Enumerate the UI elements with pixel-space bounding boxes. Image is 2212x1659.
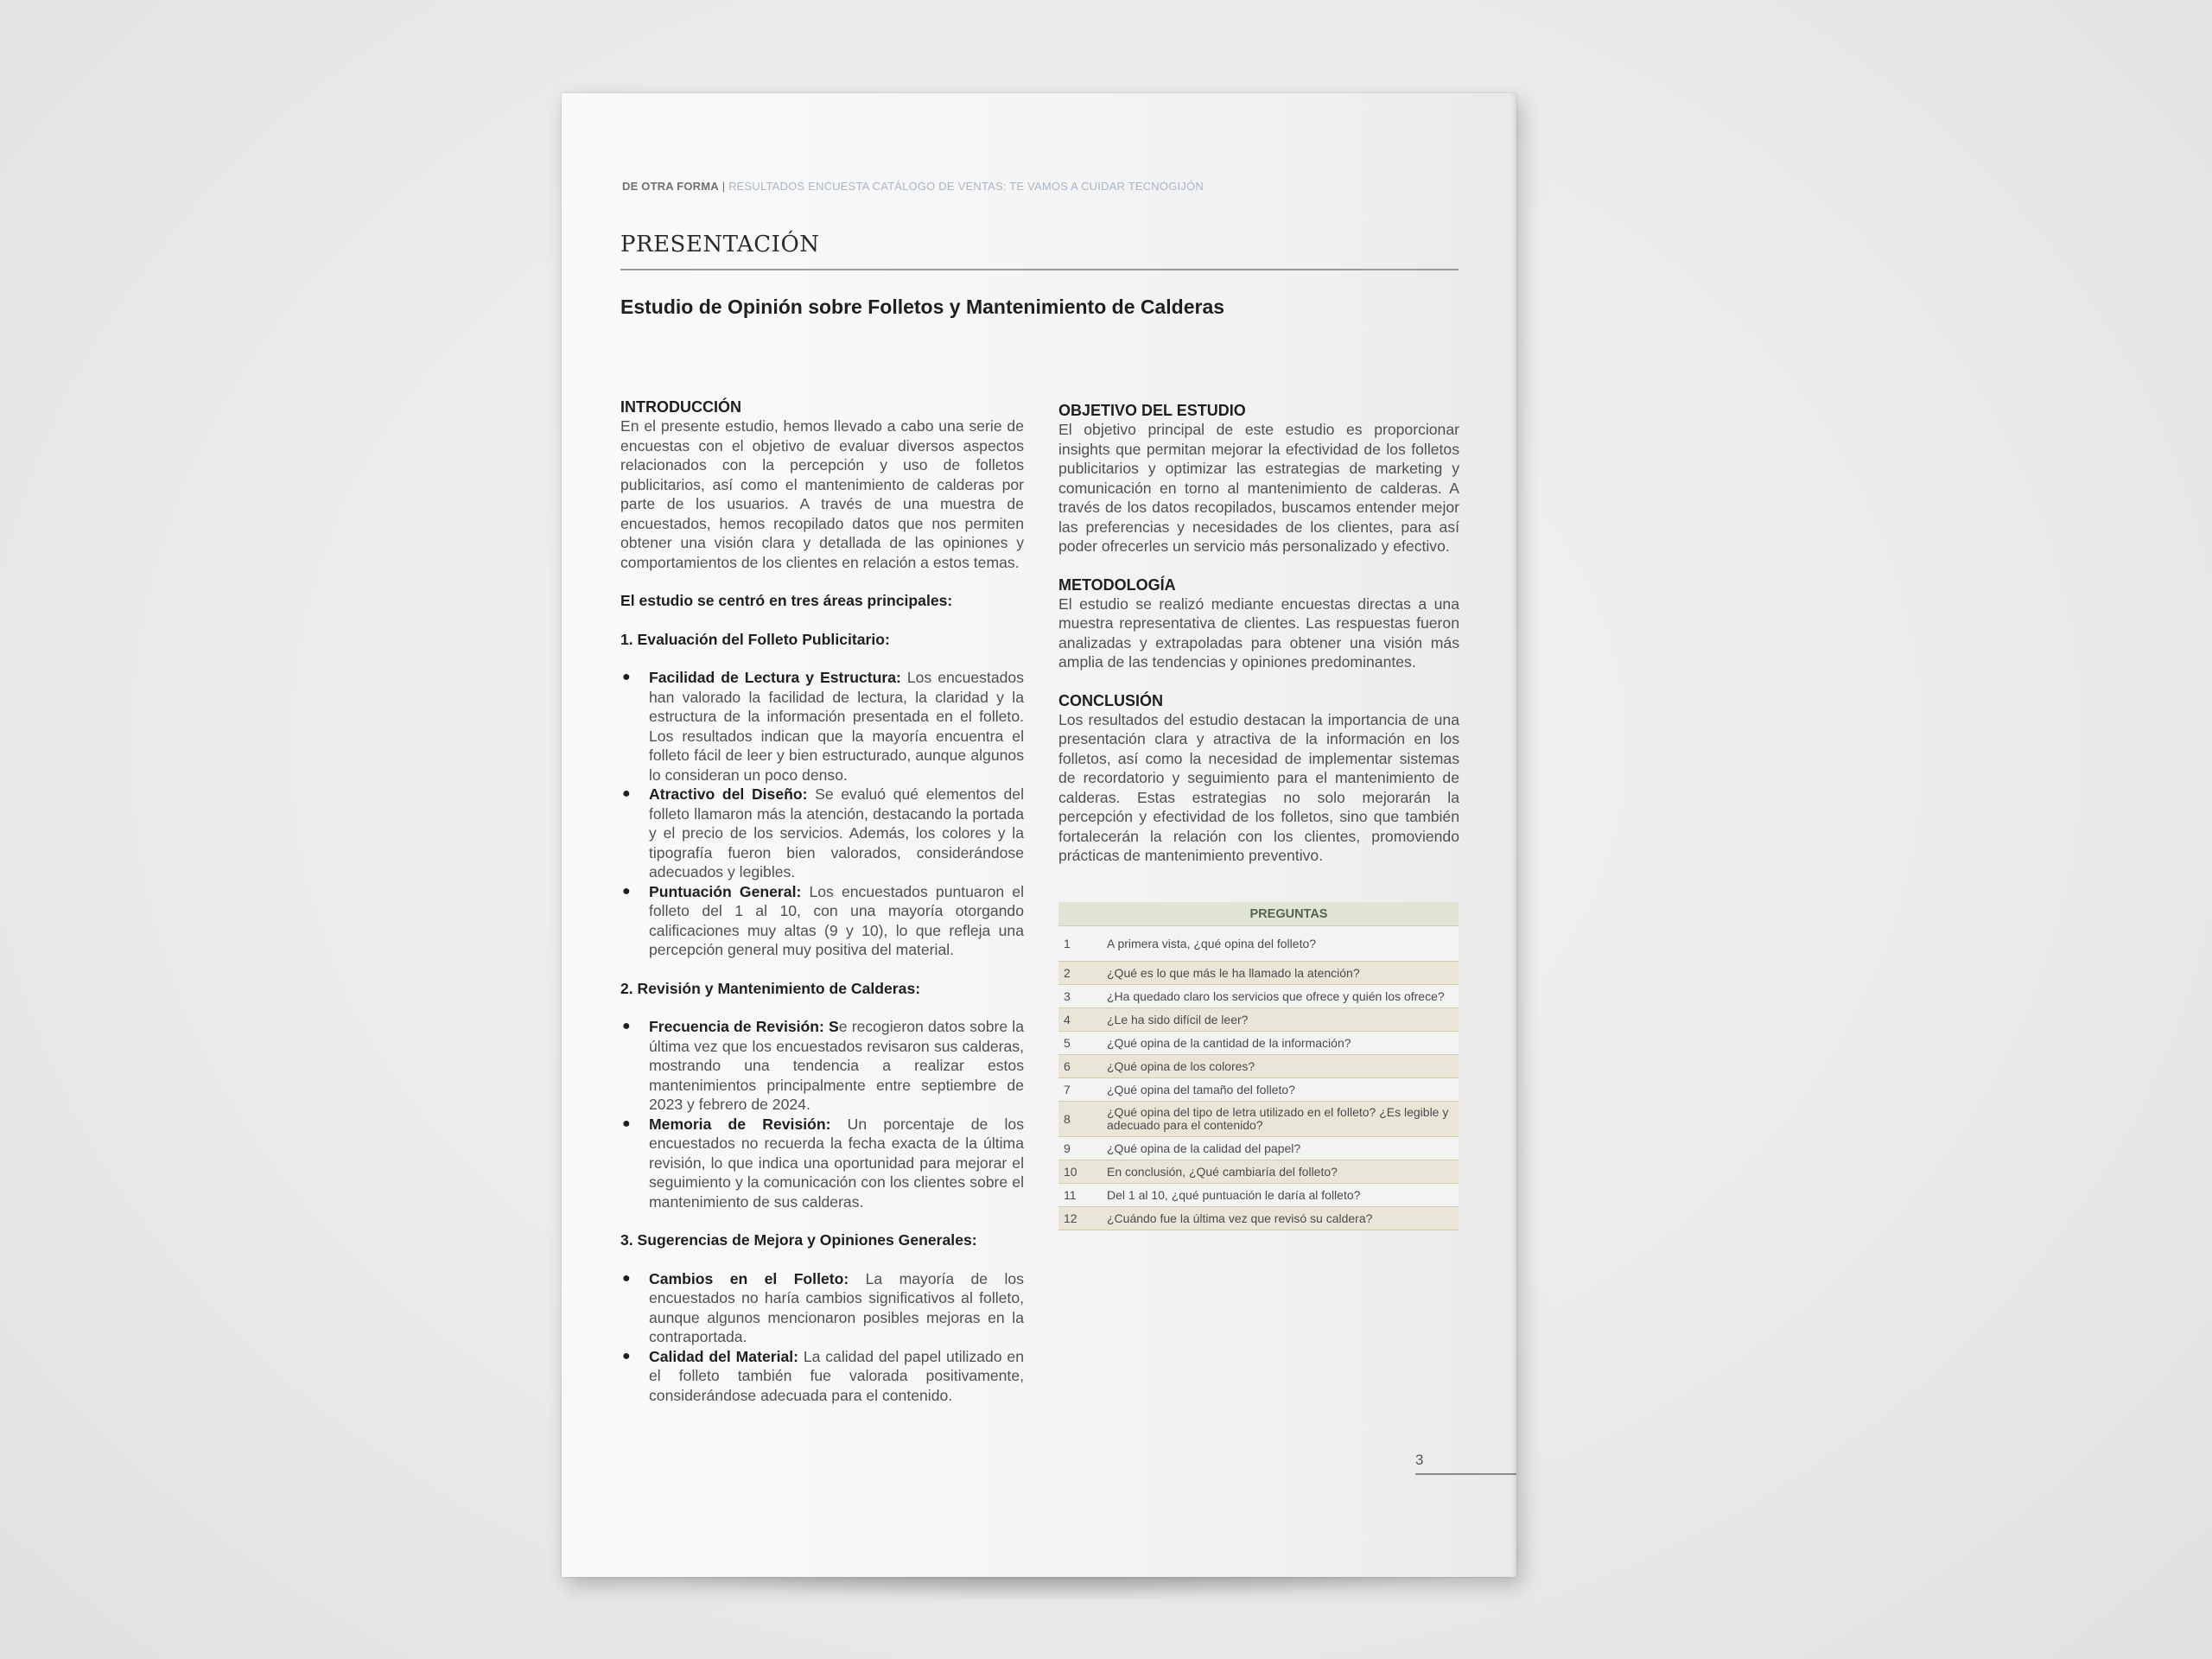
question-text: ¿Qué opina del tipo de letra utilizado en el folleto? ¿Es legible y adecuado para el contenido?: [1107, 1102, 1459, 1137]
table-row: [1058, 962, 1459, 985]
conclusion-text: Los resultados del estudio destacan la importancia de una presentación clara y atractiva de la información en los folletos, así como la necesidad de implementar sistemas de recordatorio y seguimiento para el mantenimiento de calderas. Estas estrategias no solo mejorarán la percepción y efectividad de los folletos, sino que también fortalecerán la relación con los clientes, promoviendo prácticas de mantenimiento preventivo.: [1058, 710, 1459, 864]
header-subtitle: RESULTADOS ENCUESTA CATÁLOGO DE VENTAS: TE VAMOS A CUIDAR TECNOGIJÓN: [728, 180, 1204, 193]
method-heading: METODOLOGÍA: [1058, 575, 1176, 594]
table-row: [1058, 1032, 1459, 1055]
method-text: El estudio se realizó mediante encuestas directas a una muestra representativa de clientes. Las respuestas fueron analizadas y extrapoladas para obtener una visión más amplia de las tendencias y opiniones predominantes.: [1058, 594, 1459, 671]
list-item: ● Memoria de Revisión: Un porcentaje de los encuestados no recuerda la fecha exacta de la última revisión, lo que indica una oportunidad para mejorar el seguimiento y la comunicación con los clientes sobre el mantenimiento de sus calderas.: [622, 1115, 1024, 1211]
question-number: 6: [1058, 1055, 1107, 1078]
question-text: ¿Ha quedado claro los servicios que ofrece y quién los ofrece?: [1107, 985, 1459, 1008]
item-label: Atractivo del Diseño:: [649, 785, 808, 803]
question-text: ¿Le ha sido difícil de leer?: [1107, 1008, 1459, 1032]
page-number-rule: [1415, 1473, 1516, 1475]
list-item: ● Atractivo del Diseño: Se evaluó qué elementos del folleto llamaron más la atención, destacando la portada y el precio de los servicios. Además, los colores y la tipografía fueron bien valorados, considerándose adecuados y legibles.: [622, 785, 1024, 880]
question-number: 7: [1058, 1078, 1107, 1102]
question-number: 10: [1058, 1160, 1107, 1184]
right-column: [1058, 401, 1459, 885]
table-row: [1058, 985, 1459, 1008]
item-label: Facilidad de Lectura y Estructura:: [649, 669, 901, 686]
question-number: 3: [1058, 985, 1107, 1008]
table-row: [1058, 1207, 1459, 1230]
item-label: Cambios en el Folleto:: [649, 1269, 849, 1287]
question-text: ¿Qué opina del tamaño del folleto?: [1107, 1078, 1459, 1102]
conclusion-block: [1058, 691, 1459, 866]
table-row: [1058, 926, 1459, 962]
table-row: [1058, 1160, 1459, 1184]
item-text: La mayoría de los encuestados no haría cambios significativos al folleto, aunque algunos mencionaron posibles mejoras en la contraportada.: [649, 1269, 1024, 1345]
item-label: Frecuencia de Revisión: S: [649, 1018, 839, 1035]
method-block: [1058, 575, 1459, 672]
item-text: Los encuestados han valorado la facilidad de lectura, la claridad y la estructura de la información presentada en el folleto. Los resultados indican que la mayoría encuentra el folleto fácil de leer y bien estructurado, aunque algunos lo consideran un poco denso.: [649, 669, 1024, 784]
item-text: Los encuestados puntuaron el folleto del 1 al 10, con una mayoría otorgando calificaciones muy altas (9 y 10), lo que refleja una percepción general muy positiva del material.: [649, 882, 1024, 958]
item-label: Calidad del Material:: [649, 1347, 798, 1365]
questions-header: PREGUNTAS: [1058, 902, 1459, 926]
question-number: 8: [1058, 1102, 1107, 1137]
question-text: ¿Cuándo fue la última vez que revisó su caldera?: [1107, 1207, 1459, 1230]
question-number: 11: [1058, 1184, 1107, 1207]
table-row: [1058, 1102, 1459, 1137]
question-number: 12: [1058, 1207, 1107, 1230]
question-number: 9: [1058, 1137, 1107, 1160]
list-item: ● Cambios en el Folleto: La mayoría de los encuestados no haría cambios significativos al folleto, aunque algunos mencionaron posibles mejoras en la contraportada.: [622, 1269, 1024, 1345]
question-text: ¿Qué opina de la calidad del papel?: [1107, 1137, 1459, 1160]
item-text: e recogieron datos sobre la última vez que los encuestados revisaron sus calderas, mostrando una tendencia a realizar estos mantenimientos principalmente entre septiembre de 2023 y febrero de 2024.: [649, 1018, 1024, 1113]
running-header: [622, 180, 1204, 193]
area2-list: [620, 1017, 1024, 1211]
question-text: ¿Qué es lo que más le ha llamado la atención?: [1107, 962, 1459, 985]
questions-table: [1058, 902, 1459, 1230]
area3-list: [620, 1269, 1024, 1406]
header-brand: DE OTRA FORMA: [622, 180, 719, 193]
list-item: ● Puntuación General: Los encuestados puntuaron el folleto del 1 al 10, con una mayoría otorgando calificaciones muy altas (9 y 10), lo que refleja una percepción general muy positiva del material.: [622, 882, 1024, 958]
item-text: La calidad del papel utilizado en el folleto también fue valorada positivamente, considerándose adecuada para el contenido.: [649, 1347, 1024, 1404]
question-number: 4: [1058, 1008, 1107, 1032]
area1-heading: 1. Evaluación del Folleto Publicitario:: [620, 630, 890, 648]
table-row: [1058, 1184, 1459, 1207]
area1-list: [620, 668, 1024, 960]
list-item: ● Calidad del Material: La calidad del papel utilizado en el folleto también fue valorada positivamente, considerándose adecuada para el contenido.: [622, 1347, 1024, 1404]
left-column: [620, 397, 1024, 1405]
question-text: A primera vista, ¿qué opina del folleto?: [1107, 926, 1459, 962]
objective-text: El objetivo principal de este estudio es proporcionar insights que permitan mejorar la efectividad de los folletos publicitarios y optimizar las estrategias de marketing y comunicación en torno al mantenimiento de calderas. A través de los datos recopilados, buscamos entender mejor las preferencias y necesidades de los clientes, para así poder ofrecerles un servicio más personalizado y efectivo.: [1058, 421, 1459, 555]
page-number: 3: [1415, 1452, 1424, 1468]
area2-heading: 2. Revisión y Mantenimiento de Calderas:: [620, 979, 921, 997]
section-title: PRESENTACIÓN: [620, 232, 820, 257]
brochure-page: [562, 93, 1516, 1577]
item-label: Puntuación General:: [649, 882, 802, 900]
intro-text: En el presente estudio, hemos llevado a cabo una serie de encuestas con el objetivo de evaluar diversos aspectos relacionados con la percepción y uso de folletos publicitarios, así como el mantenimiento de calderas por parte de los usuarios. A través de una muestra de encuestados, hemos recopilado datos que nos permiten obtener una visión clara y detallada de las opiniones y comportamientos de los clientes en relación a estos temas.: [620, 417, 1024, 571]
question-number: 1: [1058, 926, 1107, 962]
intro-heading: INTRODUCCIÓN: [620, 398, 741, 416]
areas-heading: El estudio se centró en tres áreas principales:: [620, 592, 953, 609]
conclusion-heading: CONCLUSIÓN: [1058, 691, 1163, 709]
area3-heading: 3. Sugerencias de Mejora y Opiniones Generales:: [620, 1231, 977, 1249]
question-text: En conclusión, ¿Qué cambiaría del folleto?: [1107, 1160, 1459, 1184]
question-text: ¿Qué opina de los colores?: [1107, 1055, 1459, 1078]
objective-block: [1058, 401, 1459, 556]
document-title: Estudio de Opinión sobre Folletos y Mantenimiento de Calderas: [620, 296, 1225, 318]
table-row: [1058, 1008, 1459, 1032]
question-text: ¿Qué opina de la cantidad de la información?: [1107, 1032, 1459, 1055]
item-text: Se evaluó qué elementos del folleto llamaron más la atención, destacando la portada y el precio de los servicios. Además, los colores y la tipografía fueron bien valorados, considerándose adecuados y legibles.: [649, 785, 1024, 880]
question-number: 2: [1058, 962, 1107, 985]
title-divider: [620, 269, 1459, 270]
question-number: 5: [1058, 1032, 1107, 1055]
list-item: ● Frecuencia de Revisión: Se recogieron datos sobre la última vez que los encuestados revisaron sus calderas, mostrando una tendencia a realizar estos mantenimientos principalmente entre septiembre de 2023 y febrero de 2024.: [622, 1018, 1024, 1113]
item-label: Memoria de Revisión:: [649, 1115, 831, 1133]
objective-heading: OBJETIVO DEL ESTUDIO: [1058, 402, 1246, 419]
table-row: [1058, 1055, 1459, 1078]
table-row: [1058, 1078, 1459, 1102]
header-separator: |: [721, 180, 726, 193]
item-text: Un porcentaje de los encuestados no recuerda la fecha exacta de la última revisión, lo que indica una oportunidad para mejorar el seguimiento y la comunicación con los clientes sobre el mantenimiento de sus calderas.: [649, 1115, 1024, 1211]
list-item: ● Facilidad de Lectura y Estructura: Los encuestados han valorado la facilidad de lectura, la claridad y la estructura de la información presentada en el folleto. Los resultados indican que la mayoría encuentra el folleto fácil de leer y bien estructurado, aunque algunos lo consideran un poco denso.: [622, 669, 1024, 784]
question-text: Del 1 al 10, ¿qué puntuación le daría al folleto?: [1107, 1184, 1459, 1207]
table-row: [1058, 1137, 1459, 1160]
